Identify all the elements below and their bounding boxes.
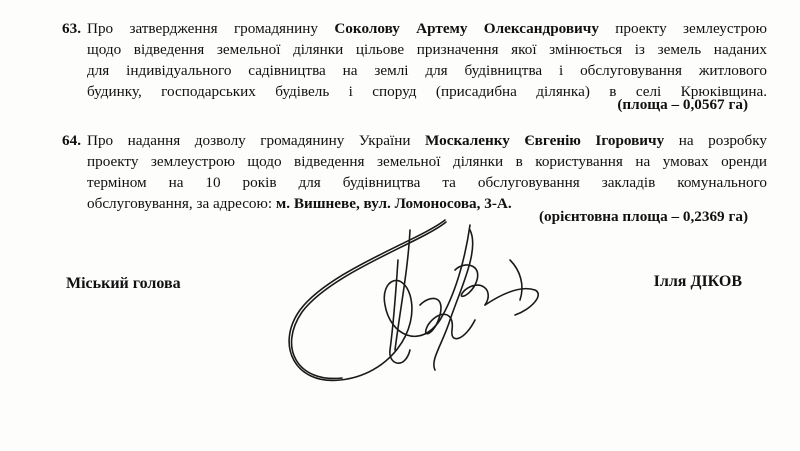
item-line: будинку, господарських будівель і споруд (присадибна ділянка) в селі Крюківщина. bbox=[87, 83, 767, 100]
address: м. Вишневе, вул. Ломоносова, 3-А. bbox=[275, 195, 512, 212]
item-text bbox=[87, 18, 767, 102]
item-number: 63. bbox=[62, 20, 81, 37]
item-line: терміном на 10 років для будівництва та обслуговування закладів комунального bbox=[87, 174, 767, 191]
text-segment: на розробку bbox=[664, 132, 768, 149]
item-line bbox=[87, 130, 767, 151]
text-segment: Про затвердження громадянину bbox=[87, 20, 335, 37]
item-number: 64. bbox=[62, 132, 81, 149]
text-segment: проекту землеустрою bbox=[598, 20, 767, 37]
text-segment: обслуговування, за адресою: bbox=[87, 195, 276, 212]
item-line bbox=[87, 18, 767, 39]
item-line: для індивідуального садівництва на землі для будівництва і обслуговування житлового bbox=[87, 62, 767, 79]
item-line: проекту землеустрою щодо відведення земельної ділянки в користування на умовах оренди bbox=[87, 153, 767, 170]
item-line: щодо відведення земельної ділянки цільове призначення якої змінюється із земель наданих bbox=[87, 41, 767, 58]
person-name: Москаленку Євгенію Ігоровичу bbox=[425, 132, 665, 149]
area-note: (орієнтовна площа – 0,2369 га) bbox=[538, 208, 748, 225]
person-name: Соколову Артему Олександровичу bbox=[334, 20, 599, 37]
signatory-position: Міський голова bbox=[66, 275, 181, 292]
area-note: (площа – 0,0567 га) bbox=[617, 96, 748, 113]
handwritten-signature bbox=[270, 200, 560, 400]
text-segment: Про надання дозволу громадянину України bbox=[87, 132, 425, 149]
signatory-name: Ілля ДІКОВ bbox=[653, 273, 742, 290]
